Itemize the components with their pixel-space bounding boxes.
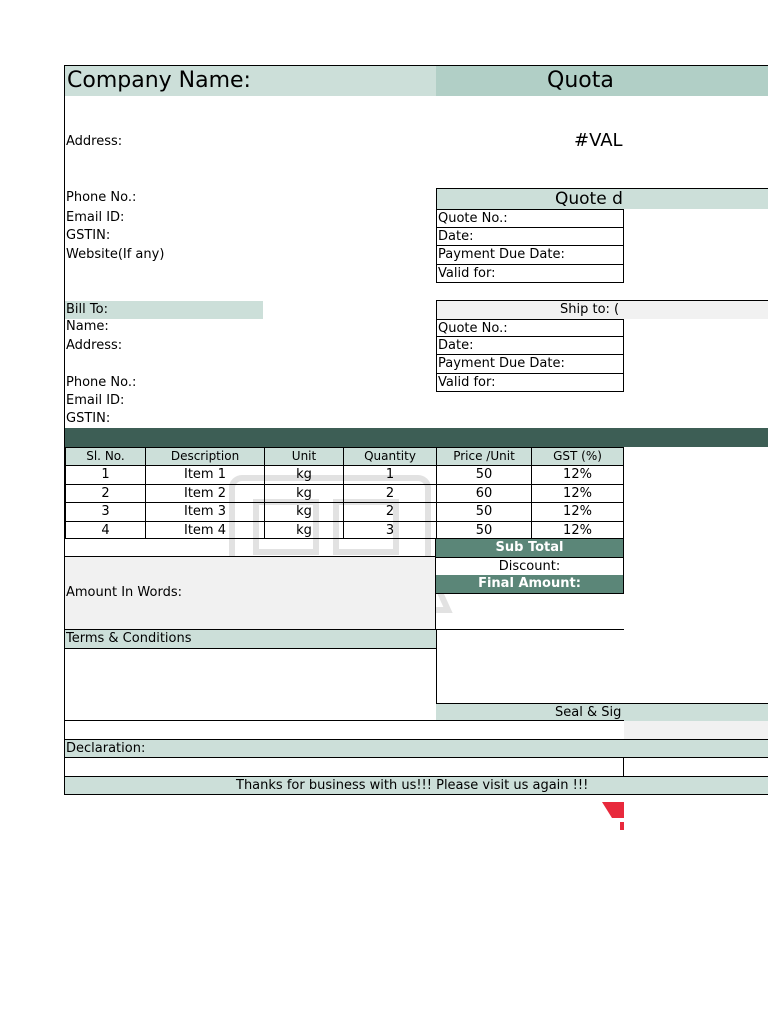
blank-row-1-ext: [624, 721, 768, 739]
footer-right-border: [623, 758, 624, 776]
table-cell: 2: [343, 502, 436, 521]
declaration-label: Declaration:: [66, 741, 146, 756]
seal-signature-label: Seal & Sig: [555, 705, 622, 720]
quote-details-header: [436, 188, 768, 209]
ship-to-row: [437, 337, 624, 355]
ship-to-row: [437, 319, 624, 337]
bill-to-name: Name:: [66, 319, 109, 334]
table-header-cell: GST (%): [531, 447, 624, 465]
ship-to-body: [436, 319, 624, 392]
quote-details-title: Quote d: [555, 189, 623, 209]
table-header-cell: Unit: [264, 447, 343, 465]
ship-quote-no-label: Quote No.:: [438, 321, 508, 336]
company-gstin: GSTIN:: [66, 228, 111, 243]
quote-details-body: [436, 209, 624, 283]
table-cell: kg: [264, 502, 343, 521]
terms-title: Terms & Conditions: [66, 631, 192, 646]
table-cell: 12%: [531, 502, 624, 521]
bill-to-gstin: GSTIN:: [66, 411, 111, 426]
table-cell: 12%: [531, 484, 624, 503]
table-cell: 2: [343, 484, 436, 503]
brand-logo-icon: [600, 800, 624, 832]
table-cell: Item 2: [145, 484, 264, 503]
amount-in-words-cell: [65, 557, 436, 629]
amount-in-words-label: Amount In Words:: [66, 585, 182, 600]
sub-total-label: Sub Total: [495, 540, 564, 555]
ship-to-row: [437, 355, 624, 374]
table-cell: 3: [65, 502, 145, 521]
valid-for-label: Valid for:: [438, 266, 496, 281]
table-header-cell: Sl. No.: [65, 447, 145, 465]
company-name-cell: [65, 66, 436, 96]
table-cell: 12%: [531, 465, 624, 484]
bill-to-phone: Phone No.:: [66, 375, 137, 390]
table-cell: 50: [436, 502, 531, 521]
blank-row-left: [65, 539, 436, 557]
bill-to-email: Email ID:: [66, 393, 125, 408]
table-cell: 1: [65, 465, 145, 484]
footer-message: Thanks for business with us!!! Please visit us again !!!: [236, 778, 589, 793]
table-header-cell: Description: [145, 447, 264, 465]
table-cell: kg: [264, 521, 343, 540]
table-cell: 1: [343, 465, 436, 484]
ship-valid-for-label: Valid for:: [438, 375, 496, 390]
table-cell: Item 3: [145, 502, 264, 521]
table-cell: Item 4: [145, 521, 264, 540]
table-cell: 50: [436, 465, 531, 484]
quote-details-row: [437, 246, 624, 265]
seal-signature-cell: [436, 703, 768, 721]
company-phone: Phone No.:: [66, 190, 137, 205]
ship-to-row: [437, 374, 624, 392]
company-website: Website(If any): [66, 247, 165, 262]
terms-header: [65, 629, 437, 649]
bill-to-title: Bill To:: [66, 302, 108, 317]
terms-body: [65, 649, 437, 721]
value-error-text: #VAL: [574, 130, 623, 151]
discount-row: [436, 557, 624, 575]
ship-payment-due-label: Payment Due Date:: [438, 356, 565, 371]
declaration-row: [65, 739, 768, 758]
table-cell: 3: [343, 521, 436, 540]
quote-details-row: [437, 265, 624, 283]
company-name-label: Company Name:: [67, 68, 251, 93]
quote-details-row: [437, 209, 624, 228]
footer-row: [65, 776, 768, 795]
ship-to-title: Ship to: (: [560, 302, 620, 317]
payment-due-label: Payment Due Date:: [438, 247, 565, 262]
final-amount-label: Final Amount:: [478, 576, 581, 591]
quote-no-label: Quote No.:: [438, 211, 508, 226]
table-cell: kg: [264, 484, 343, 503]
table-header-cell: Price /Unit: [436, 447, 531, 465]
quote-details-row: [437, 228, 624, 246]
table-cell: 50: [436, 521, 531, 540]
table-cell: 2: [65, 484, 145, 503]
date-label: Date:: [438, 229, 474, 244]
items-table: [65, 447, 624, 540]
section-divider-bar: [65, 428, 768, 447]
blank-row-2: [65, 758, 624, 776]
quotation-title: Quota: [547, 68, 614, 93]
table-cell: Item 1: [145, 465, 264, 484]
table-cell: 12%: [531, 521, 624, 540]
table-cell: 60: [436, 484, 531, 503]
discount-label: Discount:: [498, 559, 561, 574]
table-cell: 4: [65, 521, 145, 540]
ship-to-header: [436, 300, 768, 319]
company-address: Address:: [66, 134, 123, 149]
bill-to-address: Address:: [66, 338, 123, 353]
quotation-title-cell: [436, 66, 768, 96]
amount-bottom-border: [436, 629, 624, 630]
table-header-cell: Quantity: [343, 447, 436, 465]
table-cell: kg: [264, 465, 343, 484]
sub-total-row: [436, 539, 624, 557]
ship-date-label: Date:: [438, 338, 474, 353]
company-email: Email ID:: [66, 210, 125, 225]
blank-row-1: [65, 720, 624, 739]
final-amount-row: [436, 575, 624, 594]
bill-to-header: [65, 301, 263, 319]
